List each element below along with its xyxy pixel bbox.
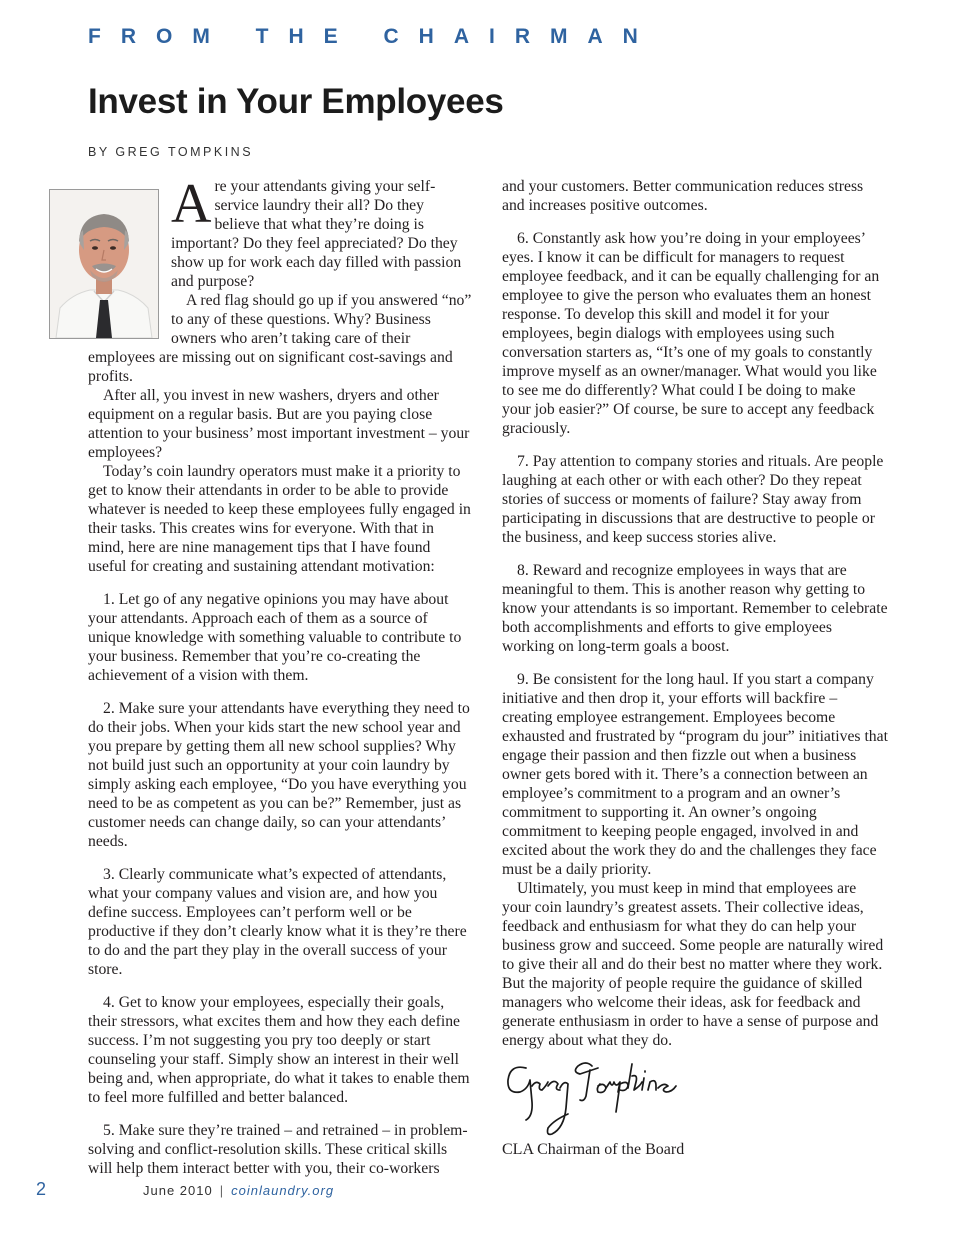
closing-paragraph: Ultimately, you must keep in mind that employees are your coin laundry’s greatest assets. Their collective ideas, feedback and enthusiasm for what they do can help your business grow and succeed. Some people are naturally wired to give their all and do their best no matter where they work. But the majority of people require the guidance of skilled managers who welcome their ideas, ask for feedback and generate enthusiasm in order to have a sense of purpose and energy about what they do. bbox=[502, 880, 884, 1049]
body-paragraph: A red flag should go up if you answered “no” to any of these questions. Why? Business owners who aren’t taking care of their employees are missing out on significant cost-savings and profits. bbox=[88, 292, 472, 385]
issue-date: June 2010 bbox=[143, 1183, 213, 1198]
section-kicker: FROM THE CHAIRMAN bbox=[88, 25, 658, 48]
byline: BY GREG TOMPKINS bbox=[88, 145, 254, 159]
tip-paragraph: 4. Get to know your employees, especially their goals, their stressors, what excites them and how they each define success. I’m not suggesting you pry too deeply or start counseling your staff. Simply show an interest in their well being and, when appropriate, do what it takes to enable them to feel more fulfilled and better balanced. bbox=[88, 994, 470, 1106]
tip-paragraph: 1. Let go of any negative opinions you may have about your attendants. Approach each of them as a source of unique knowledge with something valuable to contribute to your business. Remember that you’re co-creating the achievement of a vision with them. bbox=[88, 591, 462, 684]
tip-paragraph: 6. Constantly ask how you’re doing in your employees’ eyes. I know it can be difficult for managers to request employee feedback, and it can be equally challenging for an employee to give the person who evaluates them an honest response. To develop this skill and model it for your employees, begin dialogs with employees using such conversation starters as, “It’s one of my goals to constantly improve myself as an owner/manager. What would you like to see me do differently? What could I be doing to make your job easier?” Of course, be sure to accept any feedback graciously. bbox=[502, 230, 880, 437]
tip-paragraph: 3. Clearly communicate what’s expected of attendants, what your company values and vision are, and how you define success. Employees can’t perform well or be productive if they don’t clearly know what it is they’re there to do and the part they play in the overall success of your store. bbox=[88, 866, 467, 978]
drop-cap: A bbox=[171, 173, 212, 235]
signature-title: CLA Chairman of the Board bbox=[502, 1141, 685, 1158]
left-column bbox=[88, 173, 472, 1178]
chairman-portrait-icon bbox=[49, 189, 159, 339]
website-link[interactable]: coinlaundry.org bbox=[231, 1183, 335, 1198]
continuation-paragraph: and your customers. Better communication reduces stress and increases positive outcomes. bbox=[502, 178, 864, 214]
footer-info bbox=[143, 1183, 334, 1198]
tip-paragraph: 7. Pay attention to company stories and rituals. Are people laughing at each other or with each other? Do they repeat stories of success or moments of failure? Stay away from participating in discussions that are destructive to people or the business, and keep success stories alive. bbox=[502, 453, 884, 546]
tip-paragraph: 9. Be consistent for the long haul. If you start a company initiative and then drop it, your efforts will backfire – creating employee estrangement. Employees become exhausted and frustrated by “program du jour” initiatives that engage their passion and then fizzle out when a business owner gets bored with it. There’s a connection between an employee’s commitment to a program and an owner’s commitment to supporting it. An owner’s ongoing commitment to keeping people engaged, involved in and excited about the work they do and the challenges they face must be a daily priority. bbox=[502, 671, 888, 878]
article-title: Invest in Your Employees bbox=[88, 82, 504, 121]
page-number: 2 bbox=[36, 1179, 47, 1199]
body-paragraph: Today’s coin laundry operators must make it a priority to get to know their attendants in order to be able to provide whatever is needed to keep these employees fully engaged in their tasks. This creates wins for everyone. With that in mind, here are nine management tips that I have found useful for creating and sustaining attendant motivation: bbox=[88, 463, 471, 575]
tip-paragraph: 2. Make sure your attendants have everything they need to do their jobs. When your kids start the new school year and you prepare by getting them all new school supplies? Why not build just such an opportunity at your coin laundry by simply asking each employee, “Do you have everything you need to be as competent as you can be?” Remember, just as customer needs can change daily, so can your attendants’ needs. bbox=[88, 700, 470, 850]
tip-paragraph: 8. Reward and recognize employees in ways that are meaningful to them. This is another reason why getting to know your attendants is so important. Remember to celebrate both accomplishments and efforts to give employees working on long-term goals a boost. bbox=[502, 562, 888, 655]
body-paragraph: After all, you invest in new washers, dryers and other equipment on a regular basis. But are you paying close attention to your business’ most important investment – your employees? bbox=[88, 387, 470, 461]
right-column bbox=[502, 177, 888, 1159]
intro-text: re your attendants giving your self-service laundry their all? Do they believe that what they’re doing is important? Do they feel appreciated? Do they show up for work each day filled with passion and purpose? bbox=[171, 178, 462, 290]
footer-separator: | bbox=[219, 1183, 225, 1198]
signature bbox=[502, 1056, 888, 1138]
tip-paragraph: 5. Make sure they’re trained – and retrained – in problem-solving and conflict-resolution skills. These critical skills will help them interact better with you, their co-workers bbox=[88, 1122, 468, 1177]
